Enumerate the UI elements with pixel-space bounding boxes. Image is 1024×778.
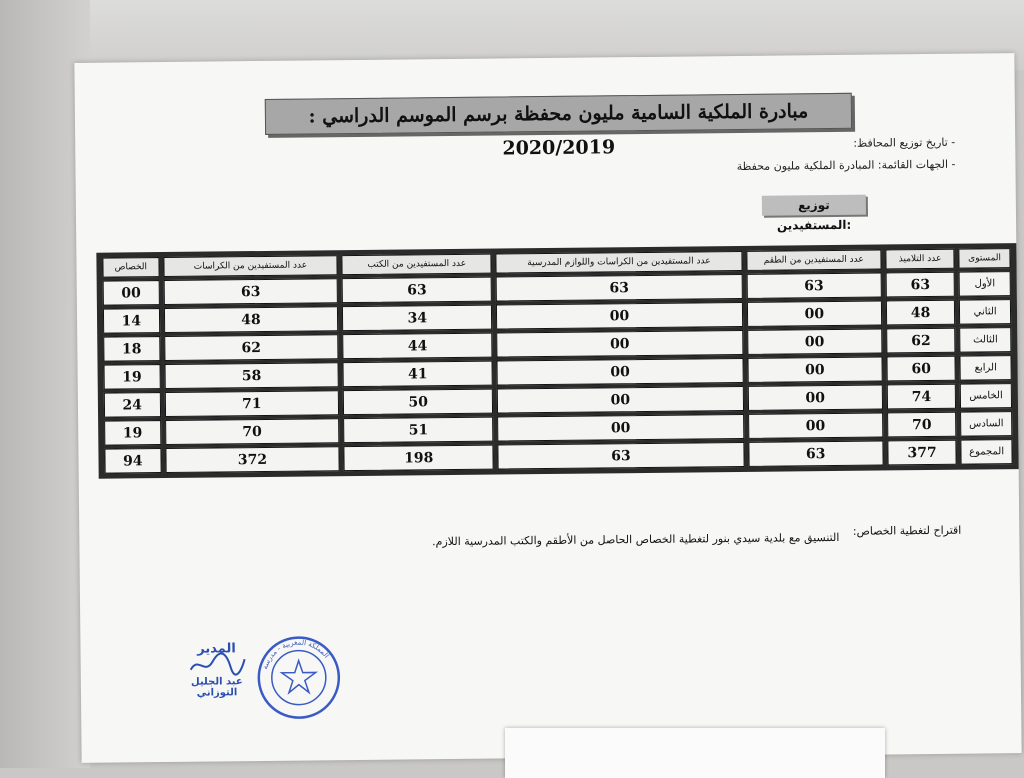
cell-students: 48: [886, 300, 956, 326]
cell-kit: 00: [747, 356, 883, 382]
cell-students: 74: [887, 384, 957, 410]
handwritten-signature: [187, 651, 247, 678]
cell-kit: 00: [748, 412, 884, 438]
cell-level: المجموع: [961, 439, 1013, 465]
cell-notebooks-supplies: 00: [497, 386, 744, 414]
cell-kit: 63: [748, 440, 884, 466]
cell-books: 198: [344, 445, 494, 472]
header-notebooks-supplies: عدد المستفيدين من الكراسات واللوازم المدرسية: [496, 251, 743, 274]
cell-notebooks-supplies: 63: [498, 442, 745, 470]
cell-students: 62: [886, 328, 956, 354]
cell-shortage: 24: [104, 392, 161, 418]
document-title: مبادرة الملكية السامية مليون محفظة برسم الموسم الدراسي : 2020/2019: [265, 93, 852, 135]
official-stamp: [255, 634, 342, 721]
cell-students: 60: [886, 356, 956, 382]
cell-level: الثالث: [959, 327, 1011, 353]
paper-sheet: [74, 53, 1021, 763]
cell-notebooks-supplies: 00: [497, 414, 744, 442]
cell-notebooks: 58: [164, 362, 339, 389]
cell-kit: 00: [747, 328, 883, 354]
table-total-row: [104, 439, 1012, 474]
cell-level: الرابع: [960, 355, 1012, 381]
cell-level: الثاني: [959, 299, 1011, 325]
proposal-label: اقتراح لتغطية الخصاص:: [852, 523, 962, 538]
cell-kit: 00: [747, 384, 883, 410]
cell-books: 51: [343, 417, 493, 444]
cell-kit: 00: [746, 300, 882, 326]
cell-kit: 63: [746, 272, 882, 298]
cell-shortage: 14: [103, 308, 160, 334]
cell-notebooks-supplies: 00: [497, 358, 744, 386]
cell-shortage: 18: [103, 336, 160, 362]
cell-shortage: 94: [104, 448, 161, 474]
beneficiaries-table: [96, 243, 1018, 479]
cell-students: 70: [887, 412, 957, 438]
cell-notebooks: 63: [163, 278, 338, 305]
cell-books: 50: [343, 389, 493, 416]
cell-notebooks-supplies: 00: [496, 302, 743, 330]
header-notebooks: عدد المستفيدين من الكراسات: [163, 255, 338, 277]
header-shortage: الخصاص: [102, 257, 159, 278]
header-students: عدد التلاميذ: [885, 249, 955, 270]
cell-notebooks-supplies: 00: [496, 330, 743, 358]
cell-shortage: 19: [104, 364, 161, 390]
cell-notebooks: 372: [165, 446, 340, 473]
cell-notebooks: 62: [164, 334, 339, 361]
cell-notebooks: 71: [164, 390, 339, 417]
distribution-date-line: - تاريخ توزيع المحافظ:: [853, 135, 956, 150]
header-level: المستوى: [959, 248, 1011, 269]
cell-level: السادس: [960, 411, 1012, 437]
cell-books: 44: [342, 333, 492, 360]
header-books: عدد المستفيدين من الكتب: [342, 254, 492, 276]
cell-books: 41: [343, 361, 493, 388]
header-kit: عدد المستفيدين من الطقم: [746, 250, 882, 271]
proposal-text: التنسيق مع بلدية سيدي بنور لتغطية الخصاص الحاصل من الأطقم والكتب المدرسية اللازم.: [432, 530, 840, 549]
cell-books: 63: [342, 277, 492, 304]
cell-students: 377: [887, 440, 957, 466]
cell-students: 63: [886, 272, 956, 298]
cell-books: 34: [342, 305, 492, 332]
cell-level: الخامس: [960, 383, 1012, 409]
signature-block: [176, 641, 257, 702]
cell-notebooks: 70: [165, 418, 340, 445]
organizers-line: - الجهات القائمة: المبادرة الملكية مليون محفظة: [736, 157, 956, 174]
cell-notebooks-supplies: 63: [496, 274, 743, 302]
stamp-text: المملكة المغربية - مدرسة: [260, 638, 331, 671]
director-name: عبد الجليل التوزاني: [190, 676, 243, 699]
cell-notebooks: 48: [164, 306, 339, 333]
cell-shortage: 00: [103, 280, 160, 306]
second-paper-sheet: [505, 728, 885, 778]
director-title: المدير: [197, 641, 236, 657]
section-heading: توزيع المستفيدين:: [762, 195, 866, 216]
cell-shortage: 19: [104, 420, 161, 446]
cell-level: الأول: [959, 271, 1011, 297]
